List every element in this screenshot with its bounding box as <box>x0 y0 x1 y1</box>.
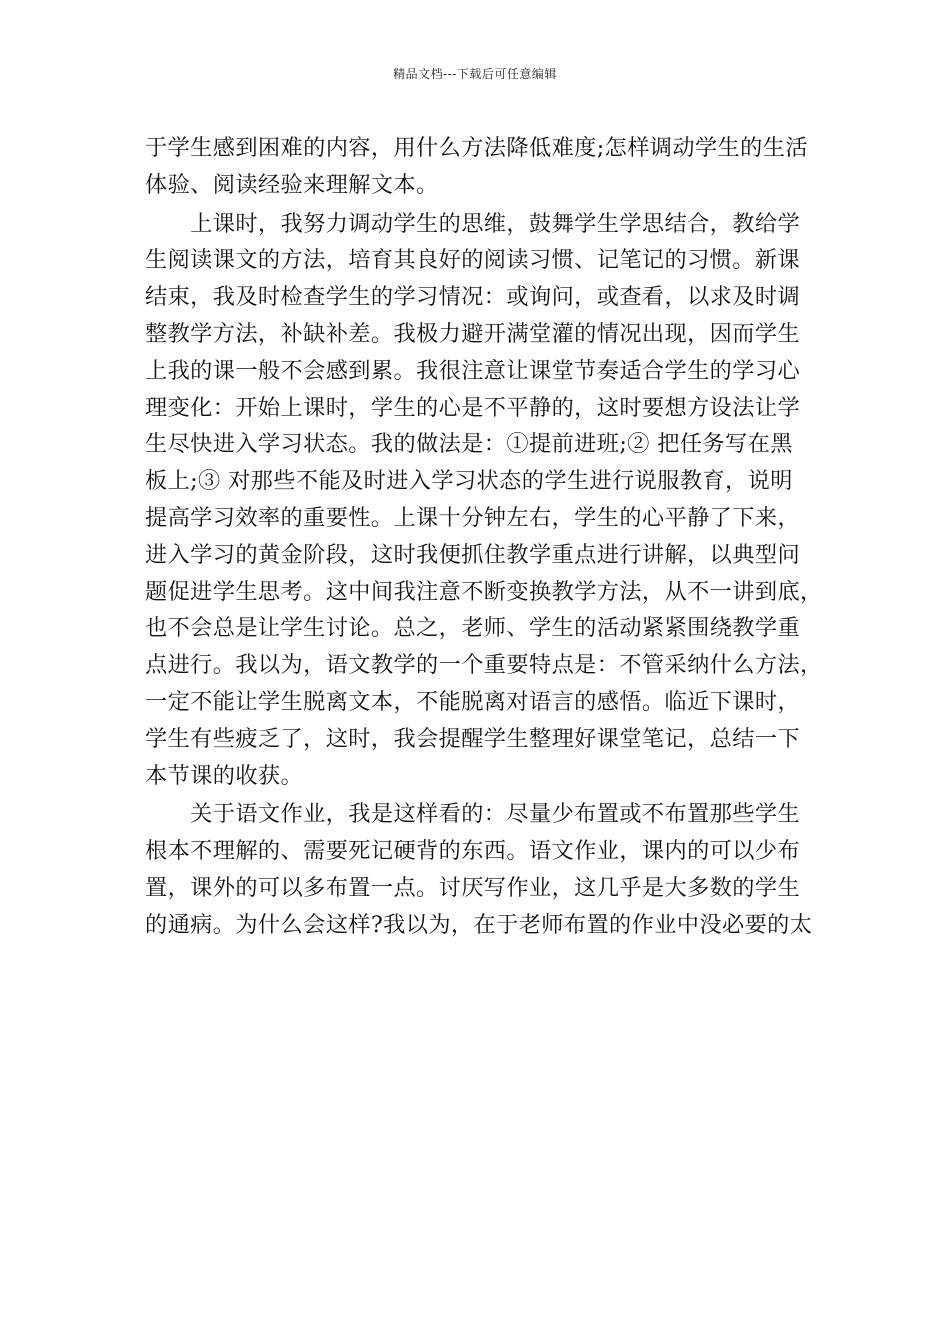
text-line: 根本不理解的、需要死记硬背的东西。语文作业，课内的可以少布 <box>145 838 801 865</box>
text-line: 进入学习的黄金阶段，这时我便抓住教学重点进行讲解，以典型问 <box>145 541 801 568</box>
text-line: 生阅读课文的方法，培育其良好的阅读习惯、记笔记的习惯。新课 <box>145 247 801 274</box>
paragraph-2 <box>145 206 823 795</box>
text-line: 提高学习效率的重要性。上课十分钟左右，学生的心平静了下来， <box>145 504 801 531</box>
text-line: 学生有些疲乏了，这时，我会提醒学生整理好课堂笔记，总结一下 <box>145 725 801 752</box>
text-line: 本节课的收获。 <box>145 762 304 789</box>
text-line: 也不会总是让学生讨论。总之，老师、学生的活动紧紧围绕教学重 <box>145 615 801 642</box>
text-line: 点进行。我以为，语文教学的一个重要特点是：不管采纳什么方法， <box>145 652 823 679</box>
text-line: 结束，我及时检查学生的学习情况：或询问，或查看，以求及时调 <box>145 284 801 311</box>
text-line: 关于语文作业，我是这样看的：尽量少布置或不布置那些学生 <box>145 801 801 828</box>
text-line: 体验、阅读经验来理解文本。 <box>145 171 439 198</box>
text-line: 理变化：开始上课时，学生的心是不平静的，这时要想方设法让学 <box>145 394 801 421</box>
text-line: 整教学方法，补缺补差。我极力避开满堂灌的情况出现，因而学生 <box>145 320 801 347</box>
text-line: 的通病。为什么会这样?我以为，在于老师布置的作业中没必要的太 <box>145 911 813 938</box>
paragraph-3 <box>145 796 815 943</box>
text-line: 生尽快进入学习状态。我的做法是：①提前进班;② 把任务写在黑 <box>145 431 793 458</box>
page-header: 精品文档---下载后可任意编辑 <box>393 67 557 81</box>
text-line: 上课时，我努力调动学生的思维，鼓舞学生学思结合，教给学 <box>145 210 801 237</box>
text-line: 置，课外的可以多布置一点。讨厌写作业，这几乎是大多数的学生 <box>145 874 801 901</box>
text-line: 板上;③ 对那些不能及时进入学习状态的学生进行说服教育，说明 <box>145 468 793 495</box>
text-line: 上我的课一般不会感到累。我很注意让课堂节奏适合学生的学习心 <box>145 357 801 384</box>
text-line: 一定不能让学生脱离文本，不能脱离对语言的感悟。临近下课时， <box>145 688 801 715</box>
document-body <box>145 130 823 944</box>
text-line: 题促进学生思考。这中间我注意不断变换教学方法，从不一讲到底， <box>145 578 823 605</box>
paragraph-1 <box>145 130 815 204</box>
text-line: 于学生感到困难的内容，用什么方法降低难度;怎样调动学生的生活 <box>145 135 808 161</box>
